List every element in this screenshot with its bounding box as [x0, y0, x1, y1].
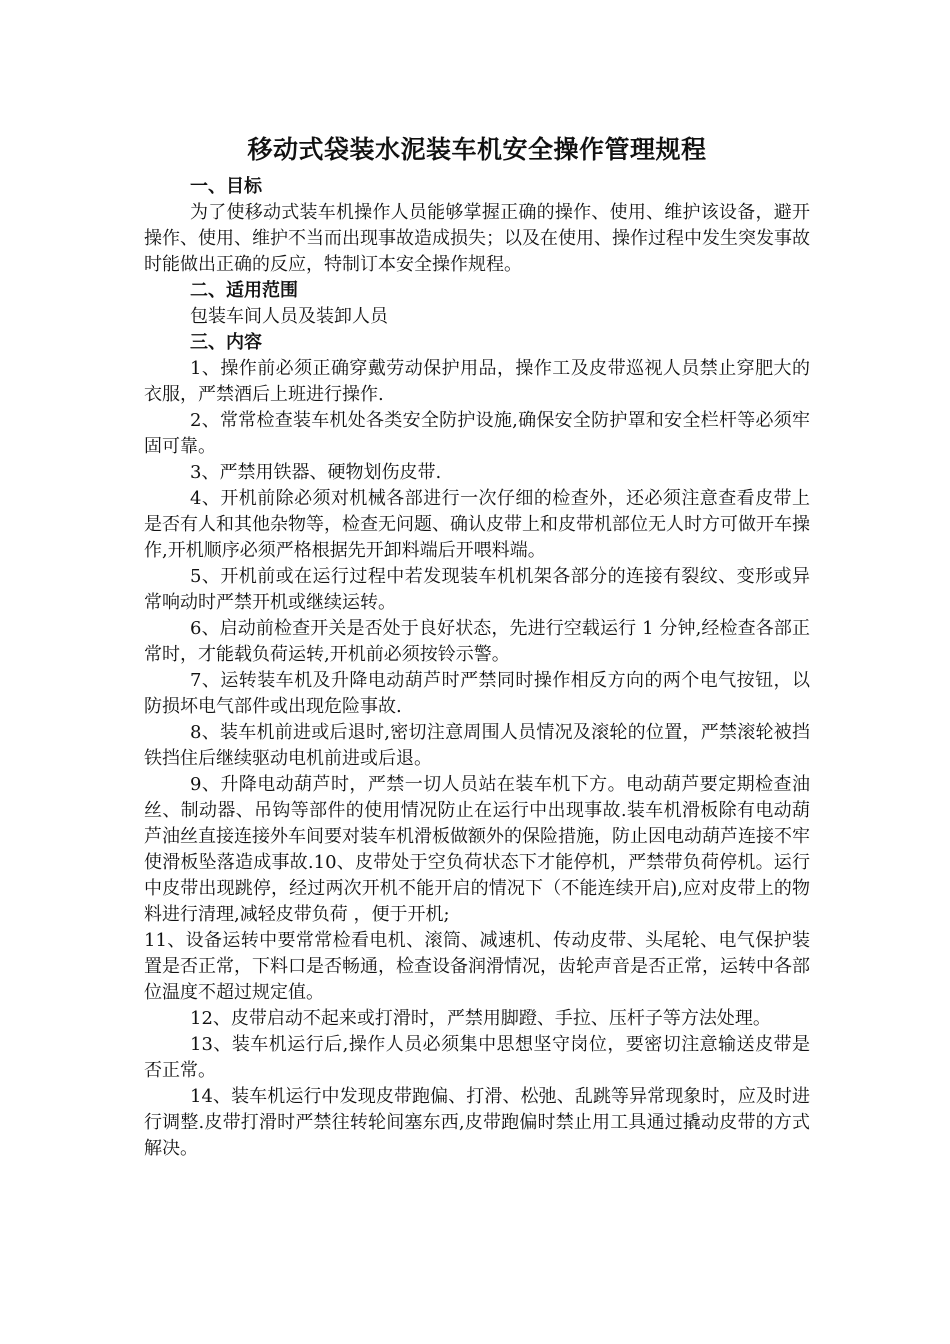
rule-item-9-10: 9、升降电动葫芦时，严禁一切人员站在装车机下方。电动葫芦要定期检查油丝、制动器、吊钩等部件的使用情况防止在运行中出现事故.装车机滑板除有电动葫芦油丝直接连接外车间要对装车机滑板做额外的保险措施，防止因电动葫芦连接不牢使滑板坠落造成事故.10、皮带处于空负荷状态下才能停机，严禁带负荷停机。运行中皮带出现跳停，经过两次开机不能开启的情况下（不能连续开启),应对皮带上的物料进行清理,减轻皮带负荷 ，便于开机;	[144, 774, 810, 925]
section-heading-content: 三、内容	[190, 332, 262, 353]
document-title: 移动式袋装水泥装车机安全操作管理规程	[247, 135, 707, 164]
rule-item-11: 11、设备运转中要常常检看电机、滚筒、减速机、传动皮带、头尾轮、电气保护装置是否正常，下料口是否畅通，检查设备润滑情况，齿轮声音是否正常，运转中各部位温度不超过规定值。	[144, 930, 810, 1003]
rule-item-8: 8、装车机前进或后退时,密切注意周围人员情况及滚轮的位置，严禁滚轮被挡铁挡住后继续驱动电机前进或后退。	[144, 722, 810, 769]
rule-item-7: 7、运转装车机及升降电动葫芦时严禁同时操作相反方向的两个电气按钮，以防损坏电气部件或出现危险事故.	[144, 670, 810, 717]
section-heading-objective: 一、目标	[190, 176, 262, 197]
rule-item-3: 3、严禁用铁器、硬物划伤皮带.	[190, 462, 442, 483]
rule-item-4: 4、开机前除必须对机械各部进行一次仔细的检查外，还必须注意查看皮带上是否有人和其他杂物等，检查无问题、确认皮带上和皮带机部位无人时方可做开车操作,开机顺序必须严格根据先开卸料端后开喂料端。	[144, 488, 810, 561]
section-scope-text: 包装车间人员及装卸人员	[190, 306, 388, 327]
rule-item-1: 1、操作前必须正确穿戴劳动保护用品，操作工及皮带巡视人员禁止穿肥大的衣服，严禁酒后上班进行操作.	[144, 358, 810, 405]
section-heading-scope: 二、适用范围	[190, 280, 298, 301]
rule-item-12: 12、皮带启动不起来或打滑时，严禁用脚蹬、手拉、压杆子等方法处理。	[190, 1008, 771, 1029]
rule-item-2: 2、常常检查装车机处各类安全防护设施,确保安全防护罩和安全栏杆等必须牢固可靠。	[144, 410, 810, 457]
rule-item-14: 14、装车机运行中发现皮带跑偏、打滑、松弛、乱跳等异常现象时，应及时进行调整.皮带打滑时严禁往转轮间塞东西,皮带跑偏时禁止用工具通过撬动皮带的方式解决。	[144, 1086, 810, 1159]
rule-item-13: 13、装车机运行后,操作人员必须集中思想坚守岗位，要密切注意输送皮带是否正常。	[144, 1034, 810, 1081]
rule-item-5: 5、开机前或在运行过程中若发现装车机机架各部分的连接有裂纹、变形或异常响动时严禁开机或继续运转。	[144, 566, 810, 613]
section-objective-text: 为了使移动式装车机操作人员能够掌握正确的操作、使用、维护该设备，避开操作、使用、维护不当而出现事故造成损失；以及在使用、操作过程中发生突发事故时能做出正确的反应，特制订本安全操作规程。	[144, 202, 810, 275]
rule-item-6: 6、启动前检查开关是否处于良好状态，先进行空载运行 1 分钟,经检查各部正常时，才能载负荷运转,开机前必须按铃示警。	[144, 618, 810, 665]
document-body	[144, 130, 810, 1162]
